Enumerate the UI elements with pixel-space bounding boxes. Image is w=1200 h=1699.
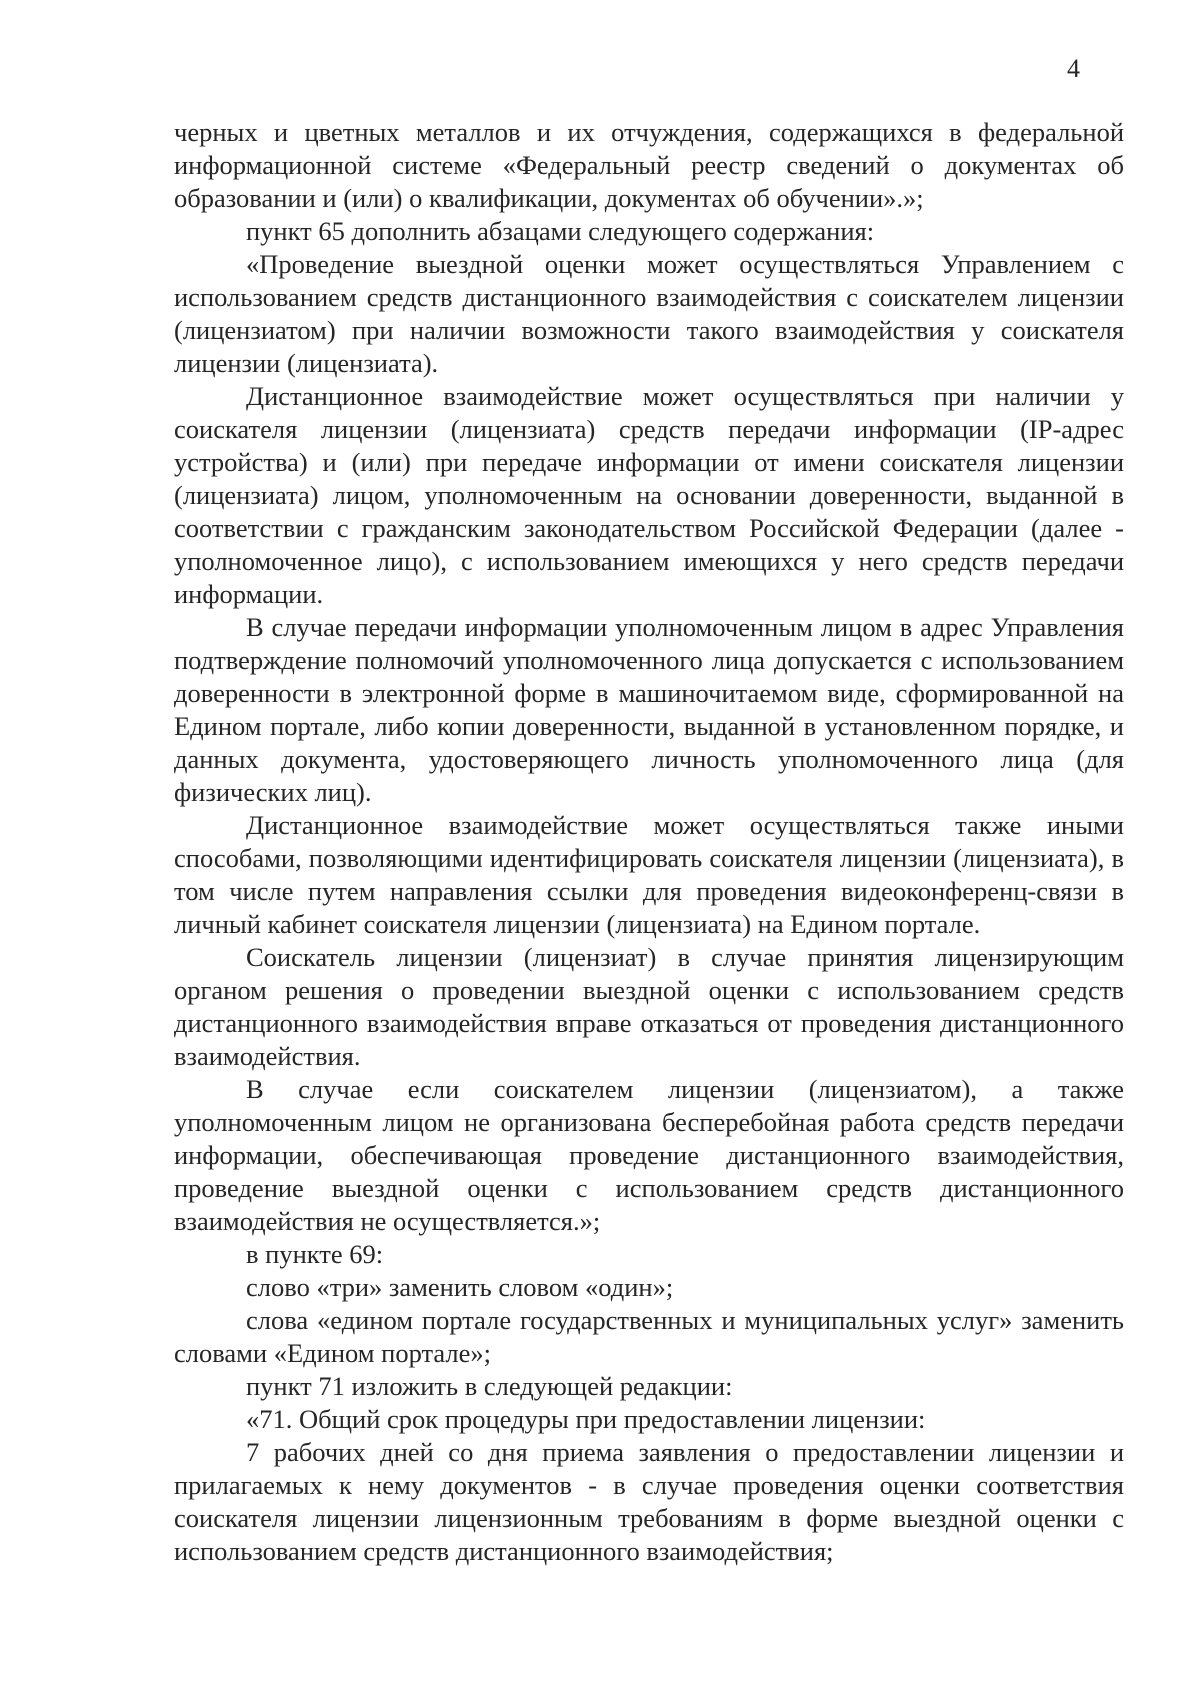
page-number: 4 [1067,54,1080,83]
paragraph-authorized-person: В случае передачи информации уполномоченным лицом в адрес Управления подтверждение полномочий уполномоченного лица допускается с использованием доверенности в электронной форме в машиночитаемом виде, сформированной на Едином портале, либо копии доверенности, выданной в установленном порядке, и данных документа, удостоверяющего личность уполномоченного лица (для физических лиц). [174,612,1124,807]
paragraph-remote-assessment: «Проведение выездной оценки может осуществляться Управлением с использованием средств дистанционного взаимодействия с соискателем лицензии (лицензиатом) при наличии возможности такого взаимодействия у соискателя лицензии (лицензиата). [174,249,1124,378]
paragraph-word-replace: слово «три» заменить словом «один»; [246,1272,674,1302]
document-body [174,116,1124,1568]
paragraph-remote-interaction: Дистанционное взаимодействие может осуществляться при наличии у соискателя лицензии (лицензиата) средств передачи информации (IP-адрес устройства) и (или) при передаче информации от имени соискателя лицензии (лицензиата) лицом, уполномоченным на основании доверенности, выданной в соответствии с гражданским законодательством Российской Федерации (далее - уполномоченное лицо), с использованием имеющихся у него средств передачи информации. [174,381,1124,609]
paragraph-seven-days: 7 рабочих дней со дня приема заявления о предоставлении лицензии и прилагаемых к нему документов - в случае проведения оценки соответствия соискателя лицензии лицензионным требованиям в форме выездной оценки с использованием средств дистанционного взаимодействия; [174,1437,1124,1566]
paragraph-item-69: в пункте 69: [246,1239,384,1269]
paragraph-no-connection: В случае если соискателем лицензии (лицензиатом), а также уполномоченным лицом не организована бесперебойная работа средств передачи информации, обеспечивающая проведение дистанционного взаимодействия, проведение выездной оценки с использованием средств дистанционного взаимодействия не осуществляется.»; [174,1074,1124,1236]
paragraph-other-methods: Дистанционное взаимодействие может осуществляться также иными способами, позволяющими идентифицировать соискателя лицензии (лицензиата), в том числе путем направления ссылки для проведения видеоконференц-связи в личный кабинет соискателя лицензии (лицензиата) на Едином портале. [174,810,1124,939]
paragraph-item-65: пункт 65 дополнить абзацами следующего содержания: [246,216,875,246]
paragraph-continuation: черных и цветных металлов и их отчуждения, содержащихся в федеральной информационной системе «Федеральный реестр сведений о документах об образовании и (или) о квалификации, документах об обучении».»; [174,117,1124,213]
paragraph-item-71-text: «71. Общий срок процедуры при предоставлении лицензии: [246,1404,926,1434]
paragraph-refusal: Соискатель лицензии (лицензиат) в случае принятия лицензирующим органом решения о проведении выездной оценки с использованием средств дистанционного взаимодействия вправе отказаться от проведения дистанционного взаимодействия. [174,942,1124,1071]
paragraph-item-71: пункт 71 изложить в следующей редакции: [246,1371,733,1401]
paragraph-words-replace: слова «едином портале государственных и муниципальных услуг» заменить словами «Едином портале»; [174,1305,1124,1368]
